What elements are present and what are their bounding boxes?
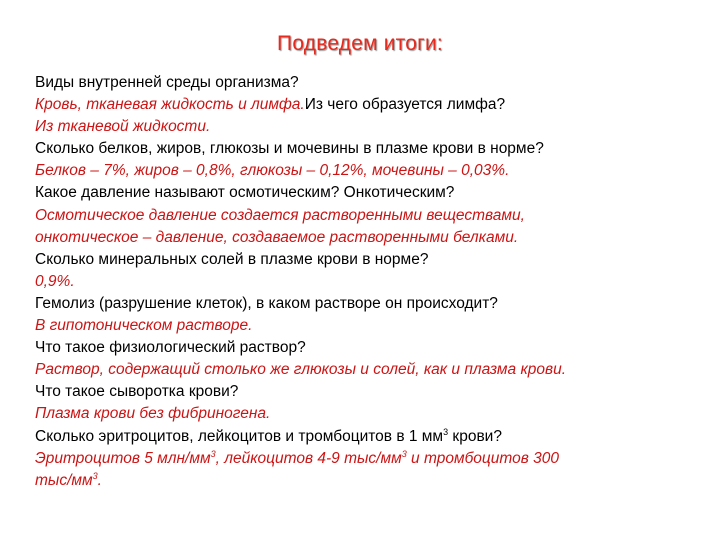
- answer-6: В гипотоническом растворе.: [35, 317, 253, 335]
- qa-content: [35, 72, 685, 492]
- question-9-text: Сколько эритроцитов, лейкоцитов и тромбоцитов в 1 мм: [35, 427, 444, 445]
- question-9-superscript: 3: [443, 426, 449, 437]
- question-9-tail: крови?: [448, 427, 502, 445]
- question-8: Что такое сыворотка крови?: [35, 383, 239, 401]
- question-7: Что такое физиологический раствор?: [35, 339, 306, 357]
- slide-title: Подведем итоги:: [277, 32, 443, 55]
- question-4: Какое давление называют осмотическим? Онкотическим?: [35, 184, 455, 202]
- answer-7: Раствор, содержащий столько же глюкозы и солей, как и плазма крови.: [35, 361, 567, 379]
- question-9: [35, 426, 685, 448]
- answer-9-end: .: [97, 471, 102, 489]
- question-6: Гемолиз (разрушение клеток), в каком растворе он происходит?: [35, 294, 498, 312]
- answer-question-row-1-2: [35, 94, 685, 116]
- answer-9-erythrocytes: Эритроцитов 5 млн/мм: [35, 449, 211, 467]
- answer-4-line-1: Осмотическое давление создается растворенными веществами,: [35, 206, 525, 224]
- question-3: Сколько белков, жиров, глюкозы и мочевины в плазме крови в норме?: [35, 140, 544, 158]
- answer-3: Белков – 7%, жиров – 0,8%, глюкозы – 0,12%, мочевины – 0,03%.: [35, 162, 510, 180]
- question-1: Виды внутренней среды организма?: [35, 74, 299, 91]
- question-5: Сколько минеральных солей в плазме крови в норме?: [35, 250, 429, 268]
- answer-9-superscript-3: 3: [92, 470, 98, 481]
- answer-9-superscript-2: 3: [401, 448, 407, 459]
- answer-9-unit: тыс/мм: [35, 471, 93, 489]
- answer-9-line-2: [35, 470, 685, 492]
- answer-9-superscript-1: 3: [210, 448, 216, 459]
- answer-9-line-1: [35, 448, 685, 470]
- answer-5: 0,9%.: [35, 272, 75, 290]
- answer-9-platelets: и тромбоцитов 300: [406, 449, 560, 467]
- answer-8: Плазма крови без фибриногена.: [35, 405, 271, 423]
- answer-4-line-2: онкотическое – давление, создаваемое растворенными белками.: [35, 228, 519, 246]
- answer-2: Из тканевой жидкости.: [35, 118, 211, 136]
- answer-9-leukocytes: , лейкоцитов 4-9 тыс/мм: [215, 449, 402, 467]
- answer-1: Кровь, тканевая жидкость и лимфа.: [35, 96, 305, 114]
- question-2: Из чего образуется лимфа?: [304, 96, 506, 114]
